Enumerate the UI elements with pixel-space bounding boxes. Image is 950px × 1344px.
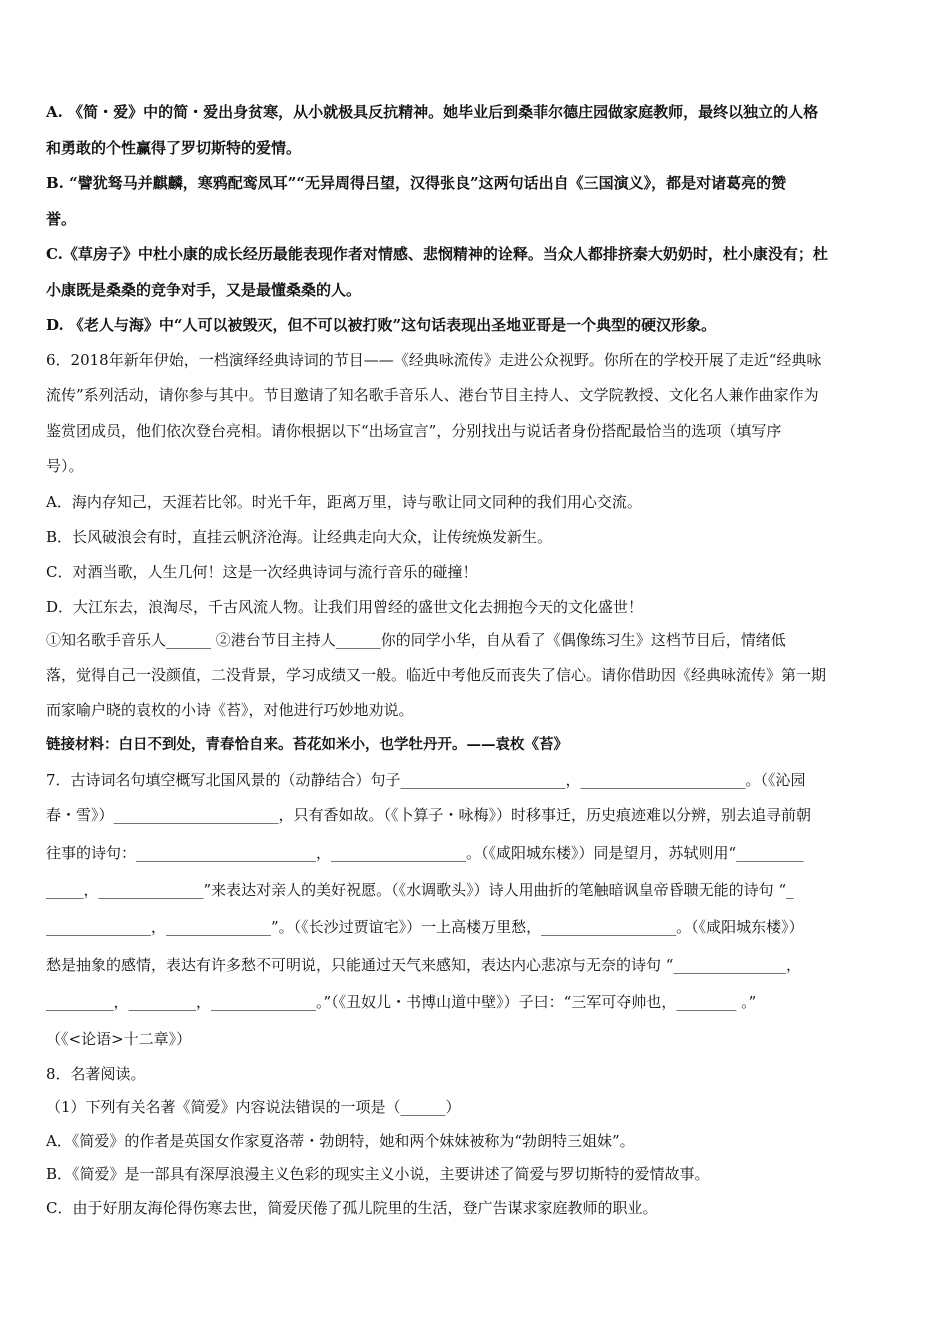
q8-option-a: A．《简爱》的作者是英国女作家夏洛蒂・勃朗特，她和两个妹妹被称为“勃朗特三姐妹”。	[46, 1132, 635, 1150]
q5-option-d: D. 《老人与海》中“人可以被毁灭，但不可以被打败”这句话表现出圣地亚哥是一个典型的硬汉形象。	[46, 316, 717, 334]
q7-line6: 愁是抽象的感情，表达有许多愁不可明说，只能通过天气来感知，表达内心悲凉与无奈的诗句 “_______________，	[46, 956, 801, 974]
q5-option-c-line1: C.《草房子》中杜小康的成长经历最能表现作者对情感、悲悯精神的诠释。当众人都排挤秦大奶奶时，杜小康没有；杜	[46, 245, 828, 263]
q7-line2: 春・雪》）______________________，只有香如故。（《卜算子・咏梅》）时移事迁，历史痕迹难以分辨，别去追寻前朝	[46, 806, 812, 824]
q7-line5: ______________，______________”。（《长沙过贾谊宅》）一上高楼万里愁，__________________。（《咸阳城东楼》）	[46, 918, 804, 936]
q7-line8: （《<论语>十二章》）	[46, 1030, 192, 1048]
q6-option-b: B．长风破浪会有时，直挂云帆济沧海。让经典走向大众，让传统焕发新生。	[46, 528, 553, 546]
q6-option-c: C．对酒当歌，人生几何！这是一次经典诗词与流行音乐的碰撞！	[46, 563, 478, 581]
q5-option-a-line2: 和勇敢的个性赢得了罗切斯特的爱情。	[46, 139, 302, 157]
q7-line7: _________，_________，______________。”（《丑奴儿・书博山道中壁》）子曰：“三军可夺帅也，________ 。”	[46, 993, 757, 1011]
q6-stem-line1: 6．2018年新年伊始，一档演绎经典诗词的节目——《经典咏流传》走进公众视野。你所在的学校开展了走近“经典咏	[46, 351, 822, 369]
q5-option-a-line1: A. 《简・爱》中的简・爱出身贫寒，从小就极具反抗精神。她毕业后到桑菲尔德庄园做家庭教师，最终以独立的人格	[46, 103, 819, 121]
q8-option-b: B．《简爱》是一部具有深厚浪漫主义色彩的现实主义小说，主要讲述了简爱与罗切斯特的爱情故事。	[46, 1165, 710, 1183]
q6-option-a: A．海内存知己，天涯若比邻。时光千年，距离万里，诗与歌让同文同种的我们用心交流。	[46, 493, 642, 511]
q5-option-b-line1: B. “譬犹驽马并麒麟，寒鸦配鸾凤耳”“无异周得吕望，汉得张良”这两句话出自《三国演义》，都是对诸葛亮的赞	[46, 174, 787, 192]
q7-line3: 往事的诗句：________________________，__________________。（《咸阳城东楼》）同是望月，苏轼则用“_________	[46, 844, 804, 862]
q8-option-c: C．由于好朋友海伦得伤寒去世，简爱厌倦了孤儿院里的生活，登广告谋求家庭教师的职业。	[46, 1199, 658, 1217]
q6-stem-line3: 鉴赏团成员，他们依次登台亮相。请你根据以下“出场宣言”，分别找出与说话者身份搭配最恰当的选项（填写序	[46, 422, 782, 440]
q5-option-c-line2: 小康既是桑桑的竞争对手，又是最懂桑桑的人。	[46, 281, 362, 299]
q6-material: 链接材料：白日不到处，青春恰自来。苔花如米小，也学牡丹开。——袁枚《苔》	[46, 736, 568, 753]
q6-stem-line2: 流传”系列活动，请你参与其中。节目邀请了知名歌手音乐人、港台节目主持人、文学院教授、文化名人兼作曲家作为	[46, 386, 819, 404]
q7-line4: _____，______________”来表达对亲人的美好祝愿。（《水调歌头》）诗人用曲折的笔触暗讽皇帝昏聩无能的诗句 “_	[46, 881, 794, 899]
q6-option-d: D．大江东去，浪淘尽，千古风流人物。让我们用曾经的盛世文化去拥抱今天的文化盛世！	[46, 598, 644, 616]
q8-sub1: （1）下列有关名著《简爱》内容说法错误的一项是（______）	[46, 1098, 461, 1116]
q5-option-b-line2: 誉。	[46, 210, 77, 228]
q7-line1: 7．古诗词名句填空概写北国风景的（动静结合）句子______________________，______________________。（《沁园	[46, 771, 806, 789]
q6-blanks-line3: 而家喻户晓的袁枚的小诗《苔》，对他进行巧妙地劝说。	[46, 701, 414, 719]
q6-blanks-line2: 落，觉得自己一没颜值，二没背景，学习成绩又一般。临近中考他反而丧失了信心。请你借助因《经典咏流传》第一期	[46, 666, 827, 684]
q6-blanks-line1: ①知名歌手音乐人______ ②港台节目主持人______你的同学小华，自从看了《偶像练习生》这档节目后，情绪低	[46, 631, 786, 649]
q8-title: 8．名著阅读。	[46, 1065, 146, 1083]
q6-stem-line4: 号）。	[46, 457, 84, 475]
